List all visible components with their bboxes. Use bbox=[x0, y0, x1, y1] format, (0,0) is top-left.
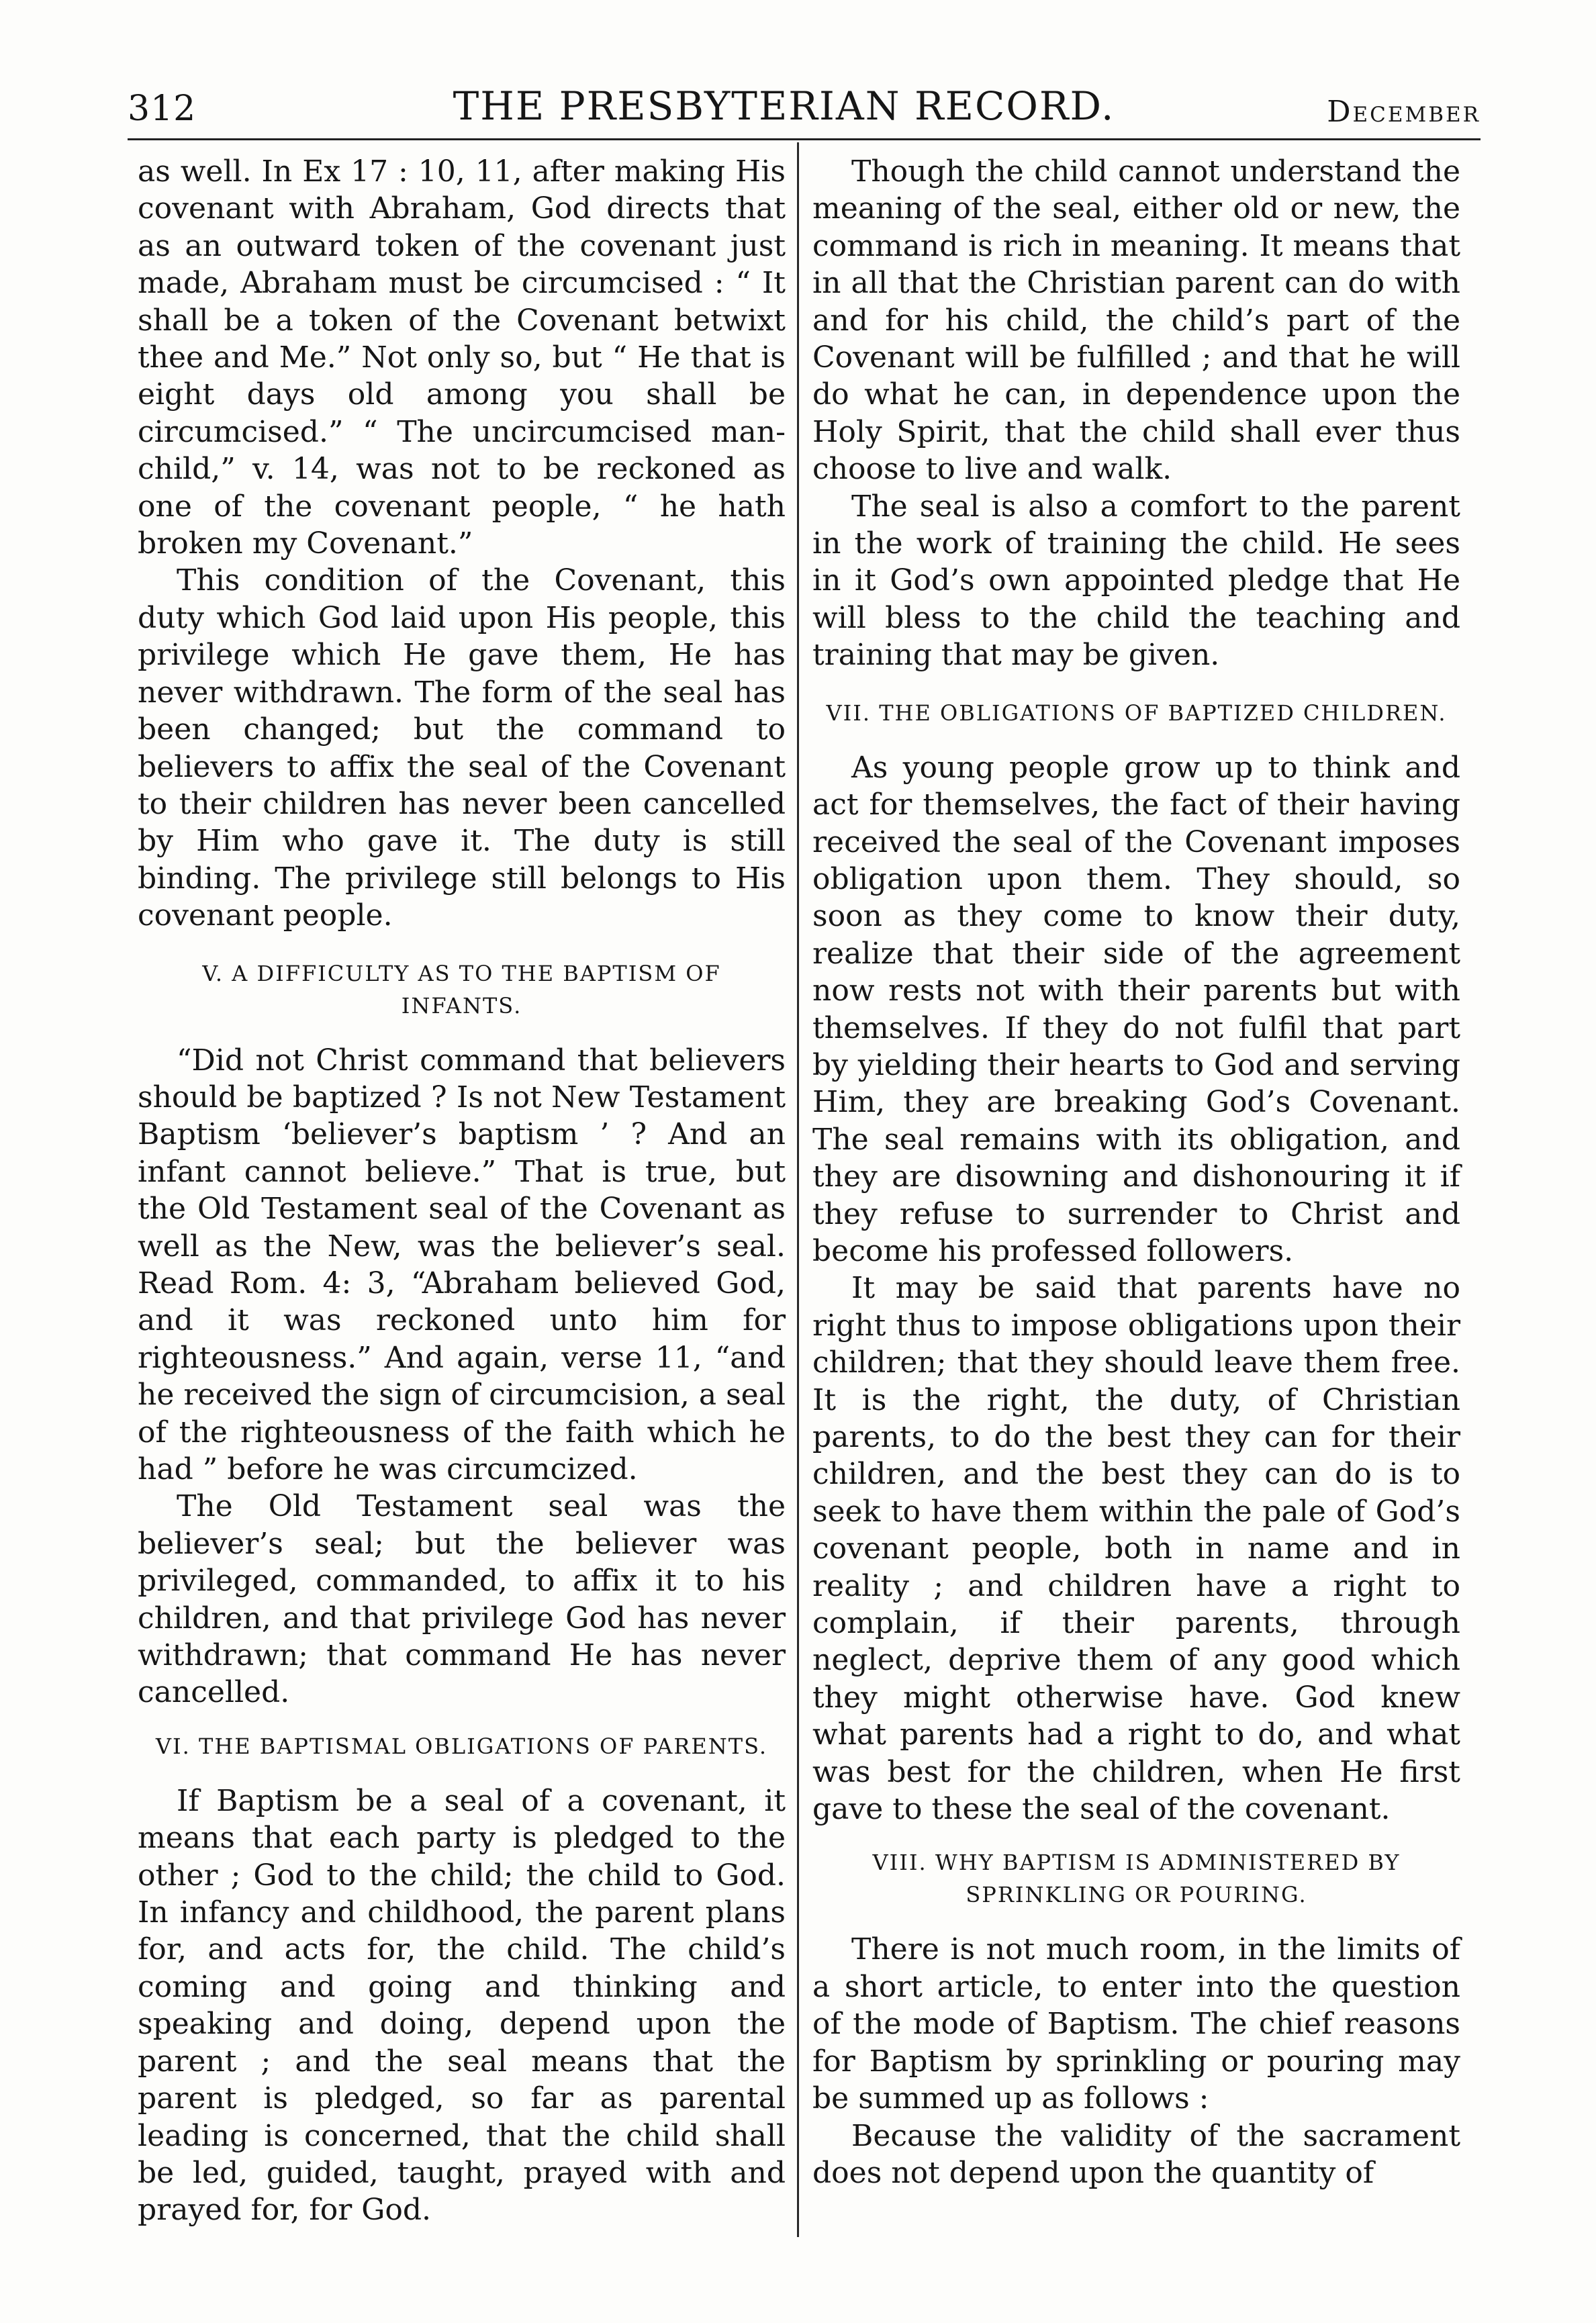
page-number: 312 bbox=[128, 89, 197, 129]
paragraph: This condition of the Covenant, this duty which God laid upon His people, this privilege which He gave them, He has never withdrawn. The form of the seal has been changed; but the command to believers to affix the seal of the Covenant to their children has never been cancelled by Him who gave it. The duty is still binding. The privilege still belongs to His covenant people. bbox=[138, 563, 786, 933]
paragraph: “Did not Christ command that believers should be baptized ? Is not New Testament Baptism ‘believer’s baptism ’ ? And an infant cannot believe.” That is true, but the Old Testament seal of the Covenant as well as the New, was the believer’s seal. Read Rom. 4: 3, “Abraham believed God, and it was reckoned unto him for righteousness.” And again, verse 11, “and he received the sign of circumcision, a seal of the righteousness of the faith which he had ” before he was circumcized. bbox=[138, 1043, 786, 1486]
paragraph: There is not much room, in the limits of a short article, to enter into the question of the mode of Baptism. The chief reasons for Baptism by sprinkling or pouring may be summed up as follows : bbox=[812, 1932, 1460, 2116]
column-divider bbox=[797, 142, 799, 2237]
section-heading-vii: VII. THE OBLIGATIONS OF BAPTIZED CHILDREN. bbox=[826, 700, 1447, 726]
publication-title: THE PRESBYTERIAN RECORD. bbox=[453, 83, 1115, 129]
paragraph: If Baptism be a seal of a covenant, it means that each party is pledged to the other ; God to the child; the child to God. In infancy and childhood, the parent plans for, and acts for, the child. The child’s coming and going and thinking and speaking and doing, depend upon the parent ; and the seal means that the parent is pledged, so far as parental leading is concerned, that the child shall be led, guided, taught, prayed with and prayed for, for God. bbox=[138, 1783, 786, 2228]
section-heading-viii: VIII. WHY BAPTISM IS ADMINISTERED BY SPRINKLING OR POURING. bbox=[872, 1850, 1401, 1908]
paragraph: The Old Testament seal was the believer’s seal; but the believer was privileged, commanded, to affix it to his children, and that privilege God has never withdrawn; that command He has never cancelled. bbox=[138, 1489, 786, 1710]
paragraph: Because the validity of the sacrament does not depend upon the quantity of bbox=[812, 2118, 1460, 2190]
paragraph: It may be said that parents have no right thus to impose obligations upon their children; that they should leave them free. It is the right, the duty, of Christian parents, to do the best they can for their children, and the best they can do is to seek to have them within the pale of God’s covenant people, both in name and in reality ; and children have a right to complain, if their parents, through neglect, deprive them of any good which they might otherwise have. God knew what parents had a right to do, and what was best for the children, when He first gave to these the seal of the covenant. bbox=[812, 1271, 1460, 1827]
section-heading-vi: VI. THE BAPTISMAL OBLIGATIONS OF PARENTS. bbox=[155, 1733, 768, 1759]
right-column bbox=[812, 153, 1460, 2191]
paragraph: as well. In Ex 17 : 10, 11, after making His covenant with Abraham, God directs that as an outward token of the covenant just made, Abraham must be circumcised : “ It shall be a token of the Covenant betwixt thee and Me.” Not only so, but “ He that is eight days old among you shall be circumcised.” “ The uncircumcised man-child,” v. 14, was not to be reckoned as one of the covenant people, “ he hath broken my Covenant.” bbox=[138, 154, 786, 561]
paragraph: The seal is also a comfort to the parent in the work of training the child. He sees in it God’s own appointed pledge that He will bless to the child the teaching and training that may be given. bbox=[812, 489, 1460, 673]
issue-month: December bbox=[1327, 95, 1481, 129]
paragraph: As young people grow up to think and act for themselves, the fact of their having received the seal of the Covenant imposes obligation upon them. They should, so soon as they come to know their duty, realize that their side of the agreement now rests not with their parents but with themselves. If they do not fulfil that part by yielding their hearts to God and serving Him, they are breaking God’s Covenant. The seal remains with its obligation, and they are disowning and dishonouring it if they refuse to surrender to Christ and become his professed followers. bbox=[812, 750, 1460, 1268]
paragraph: Though the child cannot understand the meaning of the seal, either old or new, the command is rich in meaning. It means that in all that the Christian parent can do with and for his child, the child’s part of the Covenant will be fulfilled ; and that he will do what he can, in dependence upon the Holy Spirit, that the child shall ever thus choose to live and walk. bbox=[812, 154, 1460, 487]
running-header bbox=[128, 75, 1481, 129]
header-rule bbox=[128, 138, 1481, 140]
section-heading-v: V. A DIFFICULTY AS TO THE BAPTISM OF INFANTS. bbox=[202, 960, 721, 1018]
left-column bbox=[138, 153, 786, 2229]
